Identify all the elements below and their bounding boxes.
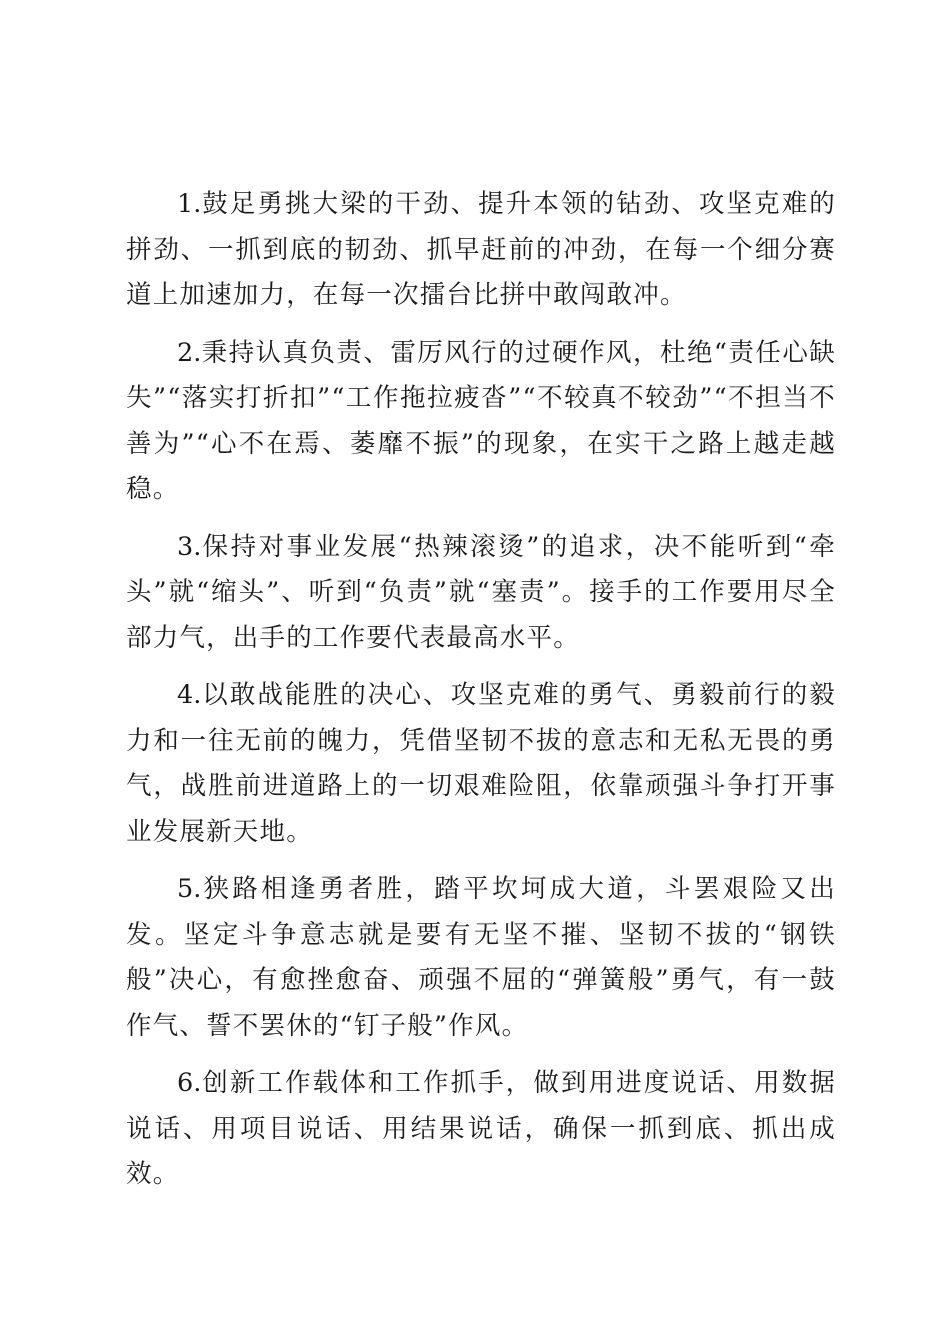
paragraph-number: 5. (177, 874, 202, 904)
paragraph-1 (126, 182, 836, 319)
paragraph-4 (126, 673, 836, 855)
paragraph-text: 以敢战能胜的决心、攻坚克难的勇气、勇毅前行的毅力和一往无前的魄力，凭借坚韧不拔的意志和无私无畏的勇气，战胜前进道路上的一切艰难险阻，依靠顽强斗争打开事业发展新天地。 (126, 680, 836, 847)
paragraph-text: 鼓足勇挑大梁的干劲、提升本领的钻劲、攻坚克难的拼劲、一抓到底的韧劲、抓早赶前的冲劲，在每一个细分赛道上加速加力，在每一次擂台比拼中敢闯敢冲。 (126, 189, 836, 310)
paragraph-number: 4. (177, 680, 202, 710)
paragraph-6 (126, 1061, 836, 1198)
paragraph-number: 3. (177, 531, 202, 562)
paragraph-text: 保持对事业发展“热辣滚烫”的追求，决不能听到“牵头”就“缩头”、听到“负责”就“塞责”。接手的工作要用尽全部力气，出手的工作要代表最高水平。 (126, 531, 836, 653)
paragraph-number: 6. (177, 1068, 202, 1098)
paragraph-5 (126, 867, 836, 1049)
paragraph-text: 狭路相逢勇者胜，踏平坎坷成大道，斗罢艰险又出发。坚定斗争意志就是要有无坚不摧、坚韧不拔的“钢铁般”决心，有愈挫愈奋、顽强不屈的“弹簧般”勇气，有一鼓作气、誓不罢休的“钉子般”作风。 (126, 874, 836, 1041)
paragraph-number: 1. (177, 189, 202, 219)
document-body (126, 182, 836, 1210)
paragraph-2 (126, 331, 836, 513)
paragraph-3 (126, 525, 836, 662)
paragraph-text: 秉持认真负责、雷厉风行的过硬作风，杜绝“责任心缺失”“落实打折扣”“工作拖拉疲沓”“不较真不较劲”“不担当不善为”“心不在焉、萎靡不振”的现象，在实干之路上越走越稳。 (126, 337, 836, 504)
paragraph-number: 2. (177, 337, 202, 368)
paragraph-text: 创新工作载体和工作抓手，做到用进度说话、用数据说话、用项目说话、用结果说话，确保一抓到底、抓出成效。 (126, 1068, 836, 1189)
